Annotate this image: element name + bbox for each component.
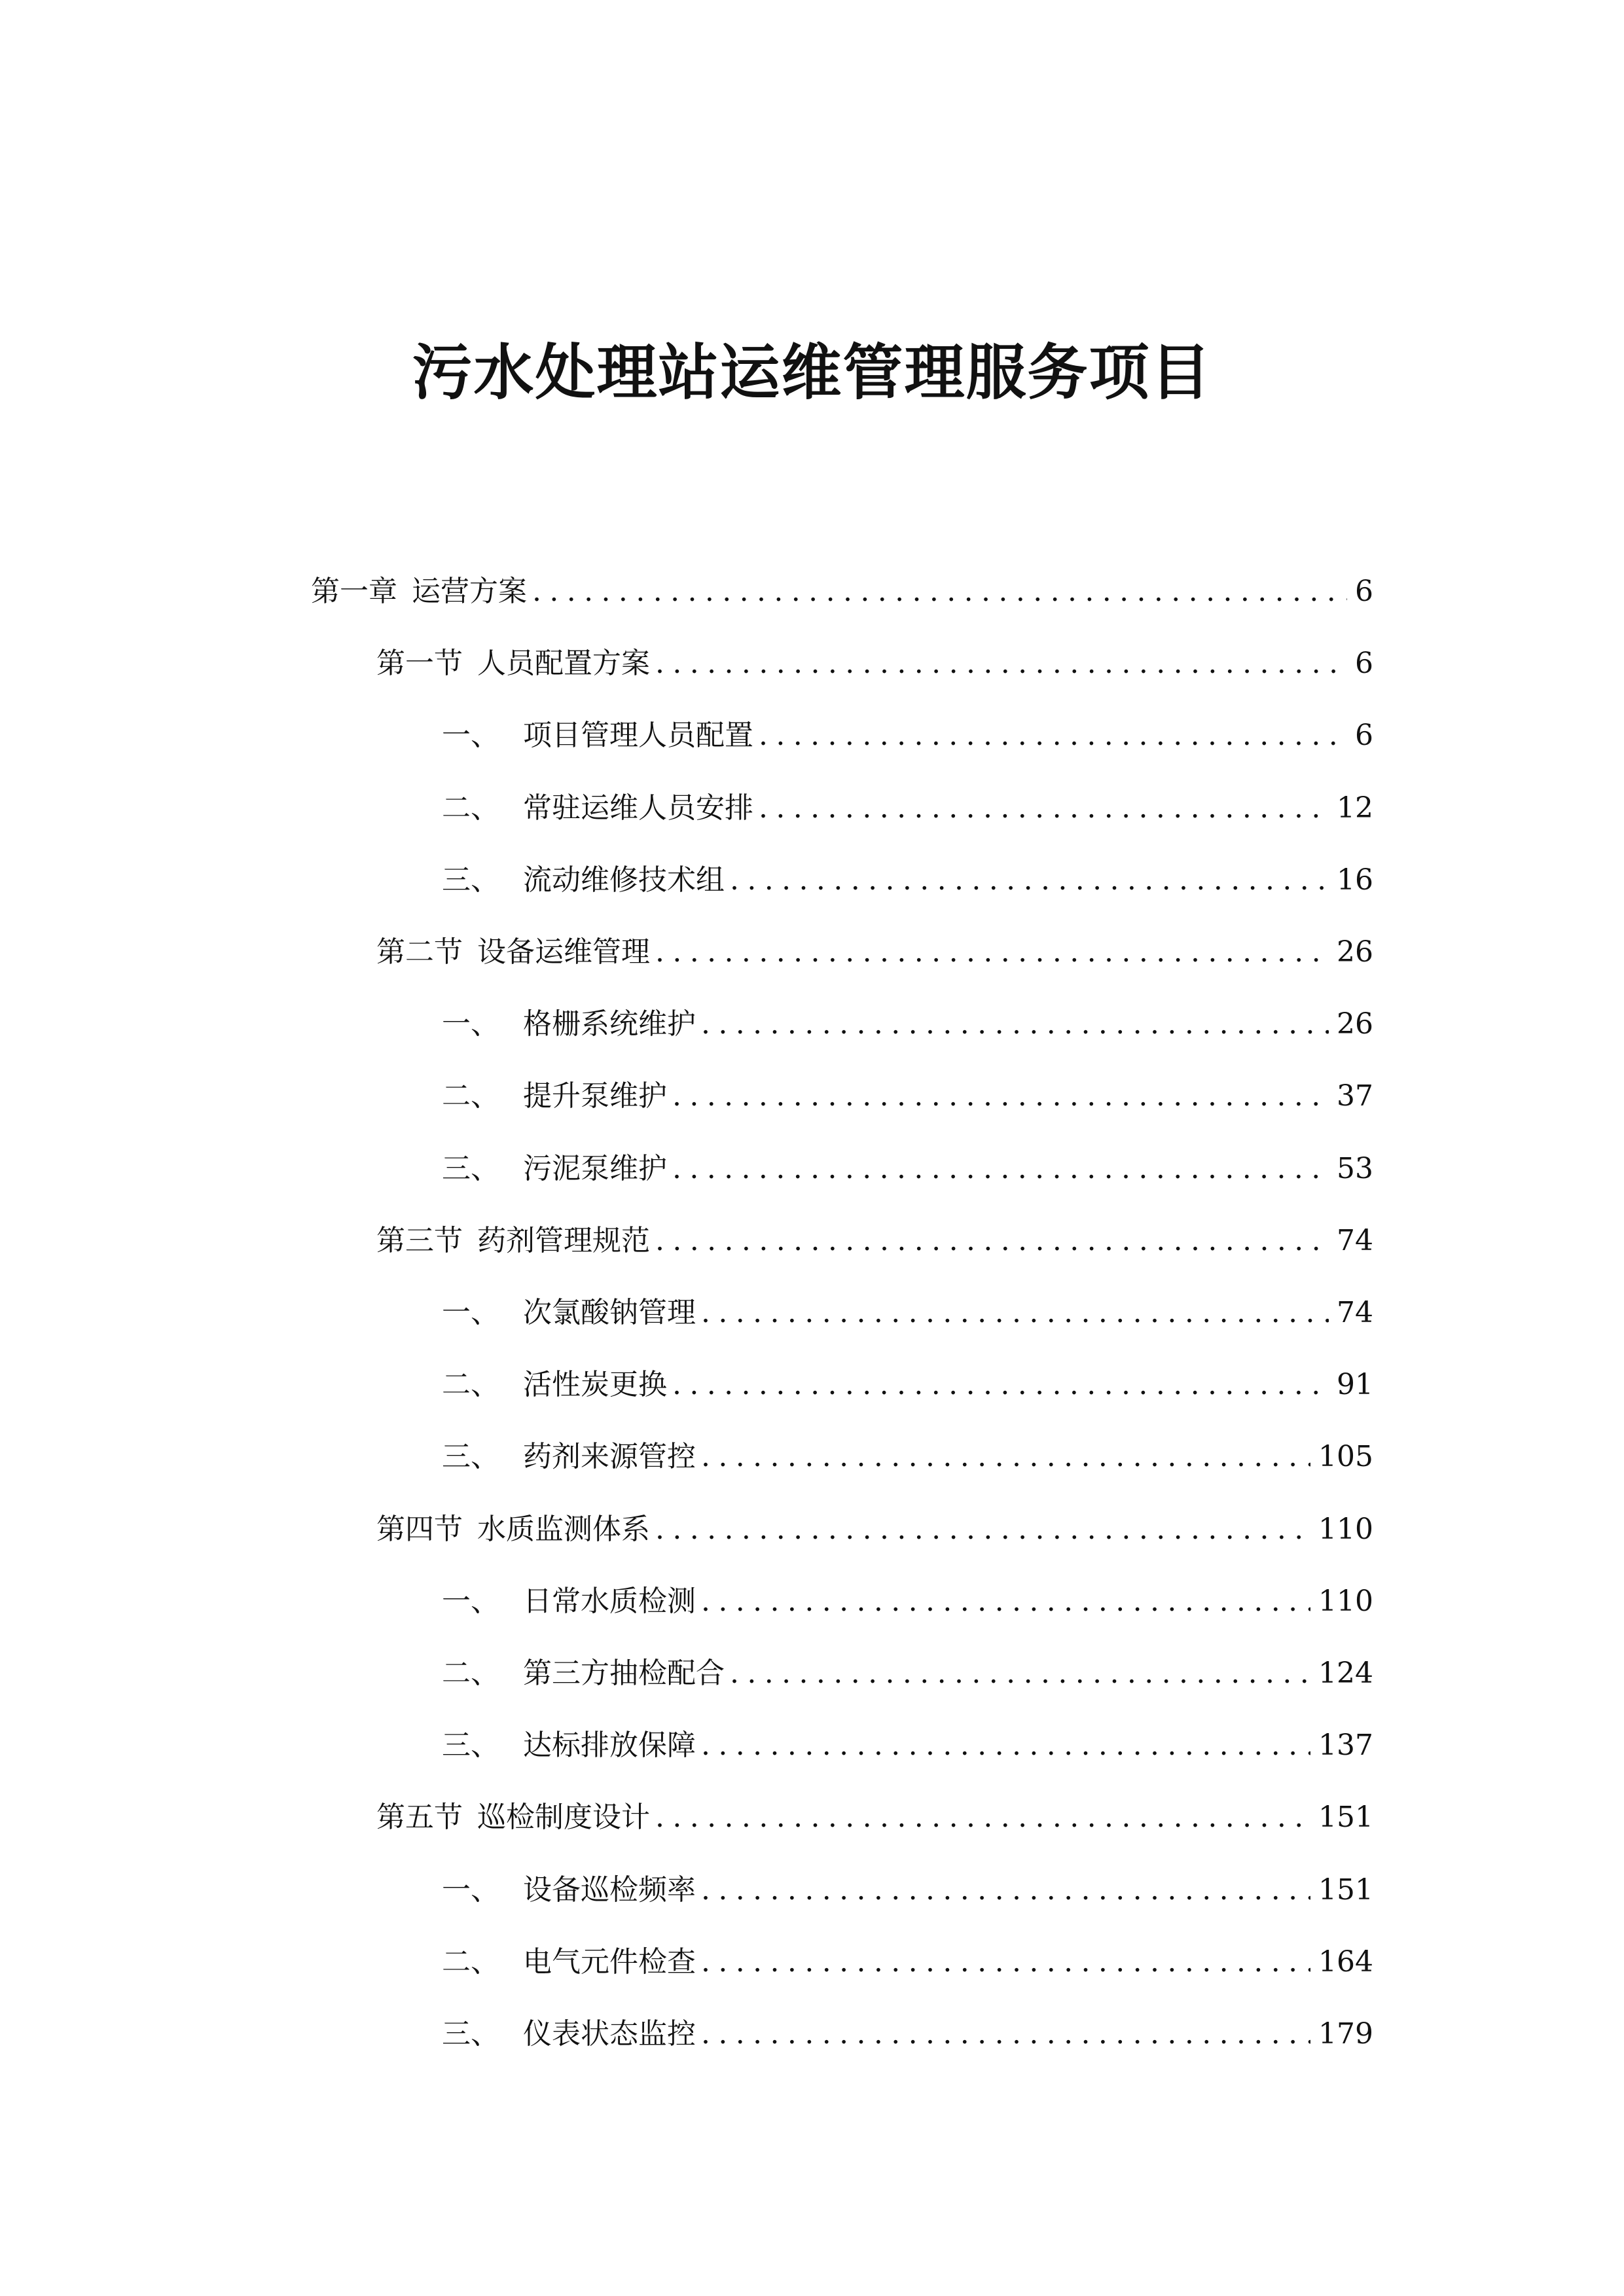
toc-dot-leader [650, 1799, 1310, 1836]
toc-entry-title: 水质监测体系 [477, 1513, 650, 1546]
toc-entry-number: 二、 [442, 1945, 499, 1979]
toc-entry-title: 人员配置方案 [477, 647, 650, 680]
toc-entry-number: 一、 [442, 1296, 499, 1329]
toc-dot-leader [753, 790, 1329, 827]
toc-entry-title: 第三方抽检配合 [523, 1657, 725, 1690]
toc-dot-leader [650, 1223, 1329, 1259]
toc-dot-leader [667, 1367, 1329, 1403]
toc-entry-title: 活性炭更换 [523, 1368, 667, 1401]
toc-entry-title: 设备运维管理 [477, 935, 650, 969]
toc-dot-leader [725, 1655, 1310, 1692]
toc-entry-page-number: 6 [1355, 575, 1373, 608]
toc-entry-page-number: 6 [1355, 647, 1373, 680]
toc-entry-number: 二、 [442, 1368, 499, 1401]
toc-entry-title: 药剂管理规范 [477, 1224, 650, 1257]
toc-dot-leader [667, 1151, 1329, 1187]
toc-entry[interactable] [442, 1141, 1373, 1187]
toc-entry[interactable] [376, 925, 1373, 971]
toc-entry-page-number: 12 [1337, 791, 1373, 825]
toc-entry[interactable] [442, 1357, 1373, 1403]
toc-entry-title: 巡检制度设计 [477, 1801, 650, 1834]
toc-entry-number: 二、 [442, 1657, 499, 1690]
toc-entry-title: 常驻运维人员安排 [523, 791, 753, 825]
toc-entry-page-number: 91 [1337, 1368, 1373, 1401]
toc-entry-number: 一、 [442, 1007, 499, 1041]
toc-entry-title: 达标排放保障 [523, 1729, 696, 1762]
toc-entry[interactable] [442, 1646, 1373, 1692]
toc-dot-leader [696, 1583, 1310, 1620]
toc-entry-title: 设备巡检频率 [523, 1873, 696, 1907]
toc-entry-number: 三、 [442, 1729, 499, 1762]
toc-entry-number: 第五节 [376, 1801, 463, 1834]
toc-entry[interactable] [376, 636, 1373, 682]
toc-entry-page-number: 74 [1337, 1224, 1373, 1257]
toc-entry-page-number: 26 [1337, 1007, 1373, 1041]
toc-entry-page-number: 16 [1337, 863, 1373, 897]
toc-entry[interactable] [442, 1935, 1373, 1981]
toc-dot-leader [667, 1078, 1329, 1115]
toc-entry-number: 三、 [442, 1440, 499, 1473]
toc-entry[interactable] [442, 1718, 1373, 1764]
toc-dot-leader [696, 1439, 1310, 1475]
toc-dot-leader [527, 573, 1347, 610]
toc-entry-number: 一、 [442, 719, 499, 752]
toc-entry[interactable] [442, 1285, 1373, 1331]
toc-dot-leader [696, 1006, 1329, 1043]
toc-entry-title: 流动维修技术组 [523, 863, 725, 897]
toc-entry[interactable] [442, 1574, 1373, 1620]
toc-dot-leader [753, 717, 1347, 754]
toc-entry[interactable] [376, 1790, 1373, 1836]
toc-entry[interactable] [311, 564, 1373, 610]
toc-entry-page-number: 151 [1318, 1801, 1373, 1834]
toc-entry[interactable] [376, 1502, 1373, 1548]
toc-entry-page-number: 179 [1318, 2017, 1373, 2051]
toc-dot-leader [696, 1872, 1310, 1909]
toc-entry-page-number: 26 [1337, 935, 1373, 969]
toc-entry-number: 三、 [442, 863, 499, 897]
toc-entry-number: 第四节 [376, 1513, 463, 1546]
toc-entry-page-number: 110 [1318, 1513, 1373, 1546]
toc-entry-page-number: 110 [1318, 1585, 1373, 1618]
toc-entry-title: 药剂来源管控 [523, 1440, 696, 1473]
toc-dot-leader [650, 934, 1329, 971]
toc-entry-page-number: 137 [1318, 1729, 1373, 1762]
toc-entry-page-number: 151 [1318, 1873, 1373, 1907]
toc-entry-title: 项目管理人员配置 [523, 719, 753, 752]
toc-entry[interactable] [442, 1429, 1373, 1475]
toc-entry-number: 第二节 [376, 935, 463, 969]
toc-entry-page-number: 53 [1337, 1152, 1373, 1185]
toc-entry-page-number: 124 [1318, 1657, 1373, 1690]
toc-entry[interactable] [442, 781, 1373, 827]
toc-entry-title: 次氯酸钠管理 [523, 1296, 696, 1329]
toc-entry-title: 日常水质检测 [523, 1585, 696, 1618]
toc-entry[interactable] [442, 708, 1373, 754]
toc-entry-title: 提升泵维护 [523, 1079, 667, 1113]
toc-entry-number: 第三节 [376, 1224, 463, 1257]
toc-entry-number: 二、 [442, 791, 499, 825]
toc-entry-number: 第一章 [311, 575, 397, 608]
toc-dot-leader [696, 1727, 1310, 1764]
toc-entry-title: 污泥泵维护 [523, 1152, 667, 1185]
toc-dot-leader [696, 2016, 1310, 2053]
toc-entry[interactable] [442, 1863, 1373, 1909]
toc-entry-title: 电气元件检查 [523, 1945, 696, 1979]
toc-entry-page-number: 74 [1337, 1296, 1373, 1329]
toc-entry-number: 第一节 [376, 647, 463, 680]
toc-entry-number: 三、 [442, 2017, 499, 2051]
toc-entry[interactable] [442, 1069, 1373, 1115]
toc-dot-leader [725, 862, 1329, 899]
toc-entry-number: 一、 [442, 1585, 499, 1618]
toc-entry-title: 仪表状态监控 [523, 2017, 696, 2051]
toc-dot-leader [696, 1944, 1310, 1981]
toc-entry[interactable] [442, 853, 1373, 899]
toc-entry-number: 二、 [442, 1079, 499, 1113]
toc-entry-page-number: 37 [1337, 1079, 1373, 1113]
toc-entry[interactable] [442, 997, 1373, 1043]
toc-entry-number: 一、 [442, 1873, 499, 1907]
toc-entry-page-number: 105 [1318, 1440, 1373, 1473]
toc-entry-number: 三、 [442, 1152, 499, 1185]
toc-dot-leader [650, 645, 1347, 682]
toc-entry[interactable] [442, 2007, 1373, 2053]
toc-dot-leader [696, 1295, 1329, 1331]
toc-entry-title: 格栅系统维护 [523, 1007, 696, 1041]
toc-dot-leader [650, 1511, 1310, 1548]
toc-entry[interactable] [376, 1213, 1373, 1259]
toc-entry-page-number: 164 [1318, 1945, 1373, 1979]
toc-entry-title: 运营方案 [412, 575, 527, 608]
document-title: 污水处理站运维管理服务项目 [412, 338, 1212, 408]
toc-entry-page-number: 6 [1355, 719, 1373, 752]
